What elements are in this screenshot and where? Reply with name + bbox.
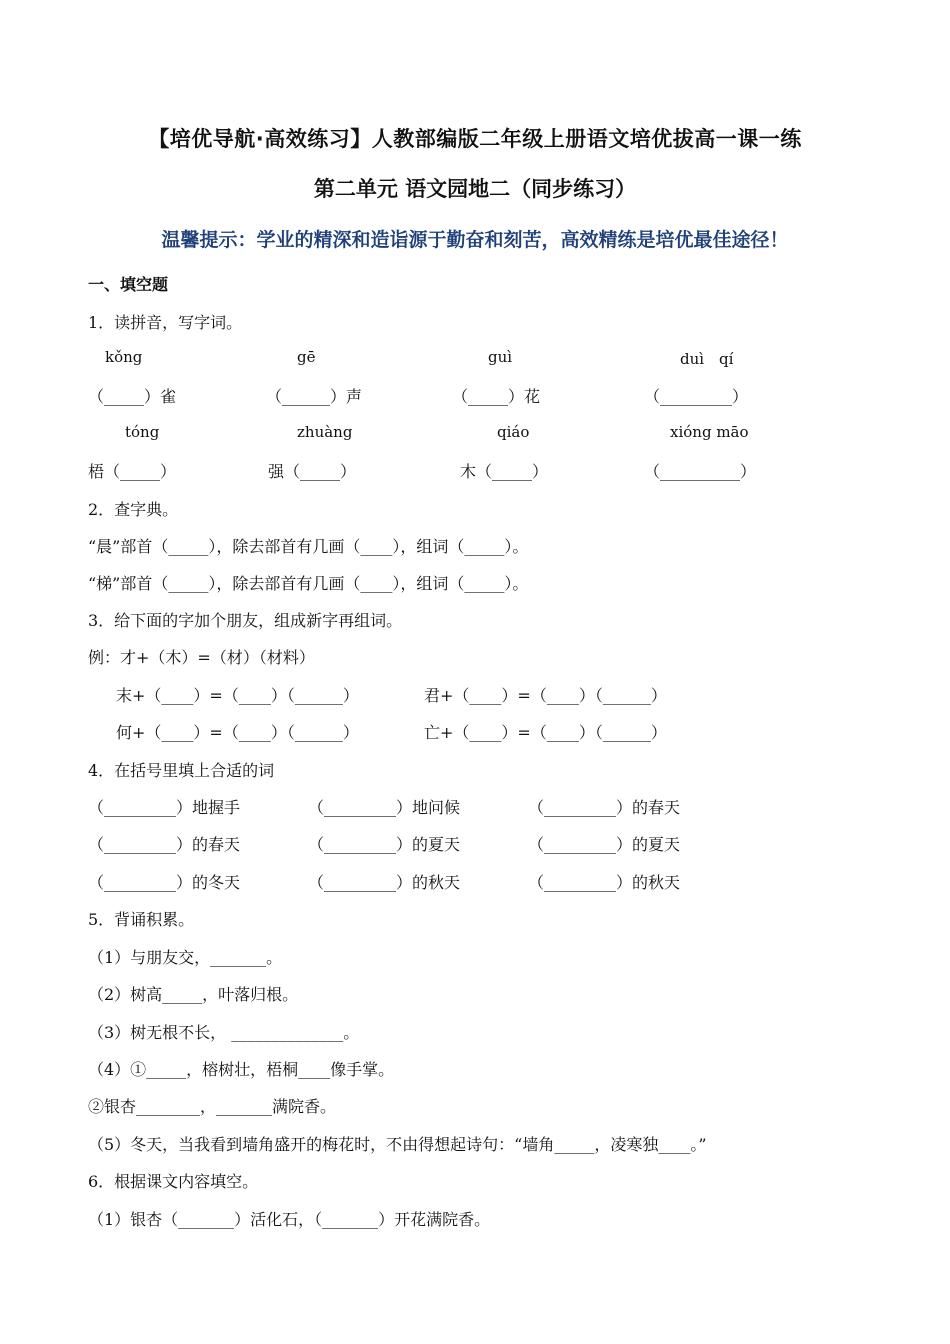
answer-blank[interactable]: （_________）地问候 [308,798,461,817]
answer-blank[interactable]: （_________）地握手 [88,798,241,817]
answer-blank[interactable]: （_________）的秋天 [308,873,461,892]
answer-blank[interactable]: （_________）的夏天 [308,835,461,854]
pinyin-label: tóng [125,423,160,441]
page-subtitle: 第二单元 语文园地二（同步练习） [313,177,637,201]
question-line[interactable]: “梯”部首（_____），除去部首有几画（____），组词（_____）。 [88,574,529,593]
question-2-title: 2．查字典。 [88,500,179,519]
question-1-title: 1．读拼音，写字词。 [88,313,243,332]
answer-blank[interactable]: 强（_____） [268,462,357,481]
answer-blank[interactable]: （_________）的秋天 [528,873,681,892]
example-line: 例：才+（木）=（材）（材料） [88,648,315,667]
pinyin-label: gē [297,348,316,366]
tip-text: 温馨提示：学业的精深和造诣源于勤奋和刻苦，高效精练是培优最佳途径！ [161,229,789,251]
question-line[interactable]: （1）与朋友交，_______。 [88,948,283,967]
question-line[interactable]: ②银杏________，_______满院香。 [88,1097,337,1116]
question-line[interactable]: （5）冬天，当我看到墙角盛开的梅花时，不由得想起诗句：“墙角_____，凌寒独____。” [88,1135,707,1154]
answer-blank[interactable]: 亡+（____）=（____）（______） [424,723,667,742]
pinyin-label: guì [488,348,513,366]
question-line[interactable]: （2）树高_____，叶落归根。 [88,985,299,1004]
answer-blank[interactable]: 君+（____）=（____）（______） [424,686,667,705]
question-line[interactable]: （3）树无根不长， ______________。 [88,1023,360,1042]
answer-blank[interactable]: 末+（____）=（____）（______） [116,686,359,705]
answer-blank[interactable]: （_________）的春天 [88,835,241,854]
answer-blank[interactable]: （_____）雀 [88,387,177,406]
answer-blank[interactable]: （_____）花 [452,387,541,406]
answer-blank[interactable]: （______）声 [266,387,363,406]
answer-blank[interactable]: （_________） [644,387,749,406]
question-5-title: 5．背诵积累。 [88,910,195,929]
question-line[interactable]: “晨”部首（_____），除去部首有几画（____），组词（_____）。 [88,537,529,556]
question-line[interactable]: （4）①_____，榕树壮，梧桐____像手掌。 [88,1060,395,1079]
pinyin-label: duì qí [680,350,734,368]
pinyin-label: kǒng [105,348,143,366]
answer-blank[interactable]: （_________）的春天 [528,798,681,817]
question-6-title: 6．根据课文内容填空。 [88,1172,259,1191]
answer-blank[interactable]: 梧（_____） [88,462,177,481]
section-heading: 一、填空题 [88,275,169,294]
pinyin-label: xióng māo [670,423,749,441]
page-title: 【培优导航·高效练习】人教部编版二年级上册语文培优拔高一课一练 [148,127,802,151]
answer-blank[interactable]: （__________） [644,462,757,481]
answer-blank[interactable]: （_________）的冬天 [88,873,241,892]
question-line[interactable]: （1）银杏（_______）活化石，（_______）开花满院香。 [88,1210,491,1229]
pinyin-label: qiáo [497,423,530,441]
answer-blank[interactable]: 何+（____）=（____）（______） [116,723,359,742]
question-4-title: 4．在括号里填上合适的词 [88,761,275,780]
answer-blank[interactable]: 木（_____） [460,462,549,481]
pinyin-label: zhuàng [297,423,353,441]
question-3-title: 3．给下面的字加个朋友，组成新字再组词。 [88,611,403,630]
answer-blank[interactable]: （_________）的夏天 [528,835,681,854]
